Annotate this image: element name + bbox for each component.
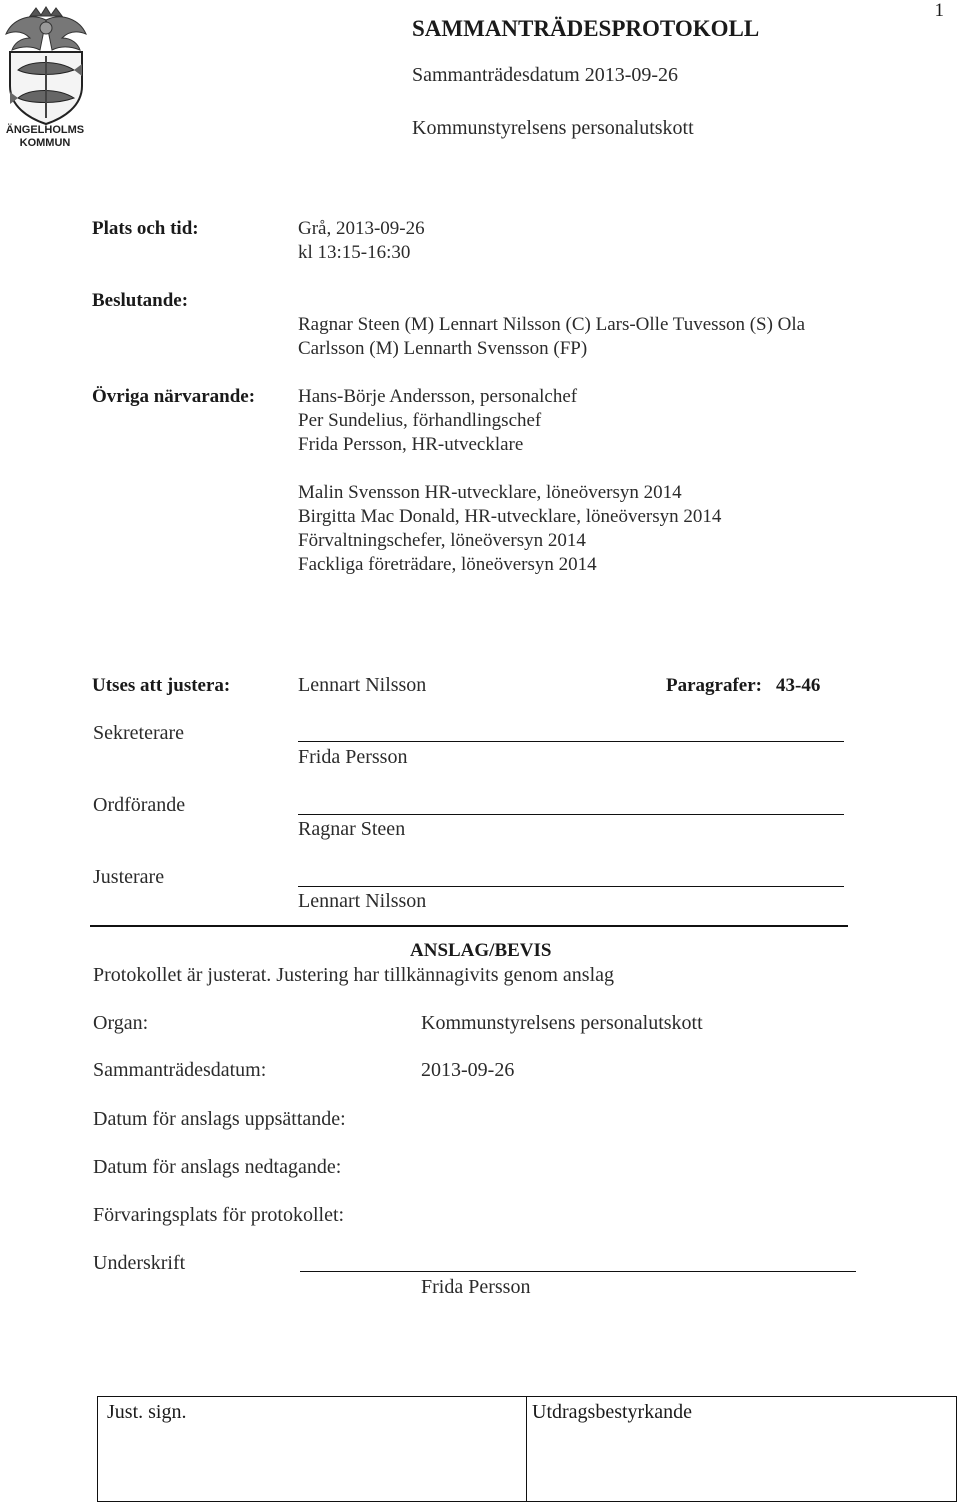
removed-date-label: Datum för anslags nedtagande:	[93, 1156, 342, 1178]
place-time-label: Plats och tid:	[92, 218, 199, 239]
page-number: 1	[934, 0, 944, 21]
adjust-label: Utses att justera:	[92, 675, 231, 696]
section-divider	[90, 925, 848, 927]
paragraphs-value: 43-46	[776, 675, 821, 696]
signature-line	[298, 886, 844, 887]
just-sign-box	[97, 1396, 527, 1502]
attendee-line: Förvaltningschefer, löneöversyn 2014	[298, 530, 586, 551]
storage-label: Förvaringsplats för protokollet:	[93, 1204, 345, 1226]
attendee-line: Malin Svensson HR-utvecklare, löneöversyn 2014	[298, 482, 682, 503]
attendee-line: Hans-Börje Andersson, personalchef	[298, 386, 578, 407]
anslag-statement: Protokollet är justerat. Justering har tillkännagivits genom anslag	[93, 964, 615, 986]
logo-text-line2: KOMMUN	[19, 137, 71, 149]
document-title: SAMMANTRÄDESPROTOKOLL	[412, 16, 760, 41]
logo-text-line1: ÄNGELHOLMS	[5, 124, 85, 136]
anslag-heading: ANSLAG/BEVIS	[410, 940, 552, 961]
meeting-date-line: Sammanträdesdatum 2013-09-26	[412, 64, 679, 86]
organ-label: Organ:	[93, 1012, 149, 1034]
time-value: kl 13:15-16:30	[298, 242, 411, 263]
committee-name: Kommunstyrelsens personalutskott	[412, 117, 694, 139]
signature-name: Frida Persson	[421, 1276, 531, 1298]
organ-value: Kommunstyrelsens personalutskott	[421, 1012, 703, 1034]
place-value: Grå, 2013-09-26	[298, 218, 425, 239]
signature-name: Lennart Nilsson	[298, 890, 427, 912]
others-label: Övriga närvarande:	[92, 386, 256, 407]
signature-name: Frida Persson	[298, 746, 408, 768]
municipality-logo	[0, 6, 92, 156]
signature-line	[300, 1271, 856, 1272]
posted-date-label: Datum för anslags uppsättande:	[93, 1108, 346, 1130]
certification-box	[526, 1396, 957, 1502]
attendee-line: Frida Persson, HR-utvecklare	[298, 434, 524, 455]
attendee-line: Birgitta Mac Donald, HR-utvecklare, löneöversyn 2014	[298, 506, 722, 527]
deciding-label: Beslutande:	[92, 290, 189, 311]
meeting-date-label: Sammanträdesdatum:	[93, 1059, 267, 1081]
signature-line	[298, 814, 844, 815]
paragraphs-label: Paragrafer:	[666, 675, 762, 696]
just-sign-label: Just. sign.	[107, 1401, 187, 1423]
attendee-line: Fackliga företrädare, löneöversyn 2014	[298, 554, 597, 575]
certification-label: Utdragsbestyrkande	[532, 1401, 692, 1423]
deciding-line: Carlsson (M) Lennarth Svensson (FP)	[298, 338, 588, 359]
deciding-line: Ragnar Steen (M) Lennart Nilsson (C) Lars-Olle Tuvesson (S) Ola	[298, 314, 806, 335]
signature-role: Ordförande	[93, 794, 186, 816]
signature-role: Sekreterare	[93, 722, 185, 744]
meeting-date-value: 2013-09-26	[421, 1059, 515, 1081]
signature-label: Underskrift	[93, 1252, 186, 1274]
signature-role: Justerare	[93, 866, 165, 888]
attendee-line: Per Sundelius, förhandlingschef	[298, 410, 542, 431]
coat-of-arms-icon	[0, 6, 92, 126]
signature-line	[298, 741, 844, 742]
signature-name: Ragnar Steen	[298, 818, 406, 840]
adjuster-name: Lennart Nilsson	[298, 674, 427, 696]
